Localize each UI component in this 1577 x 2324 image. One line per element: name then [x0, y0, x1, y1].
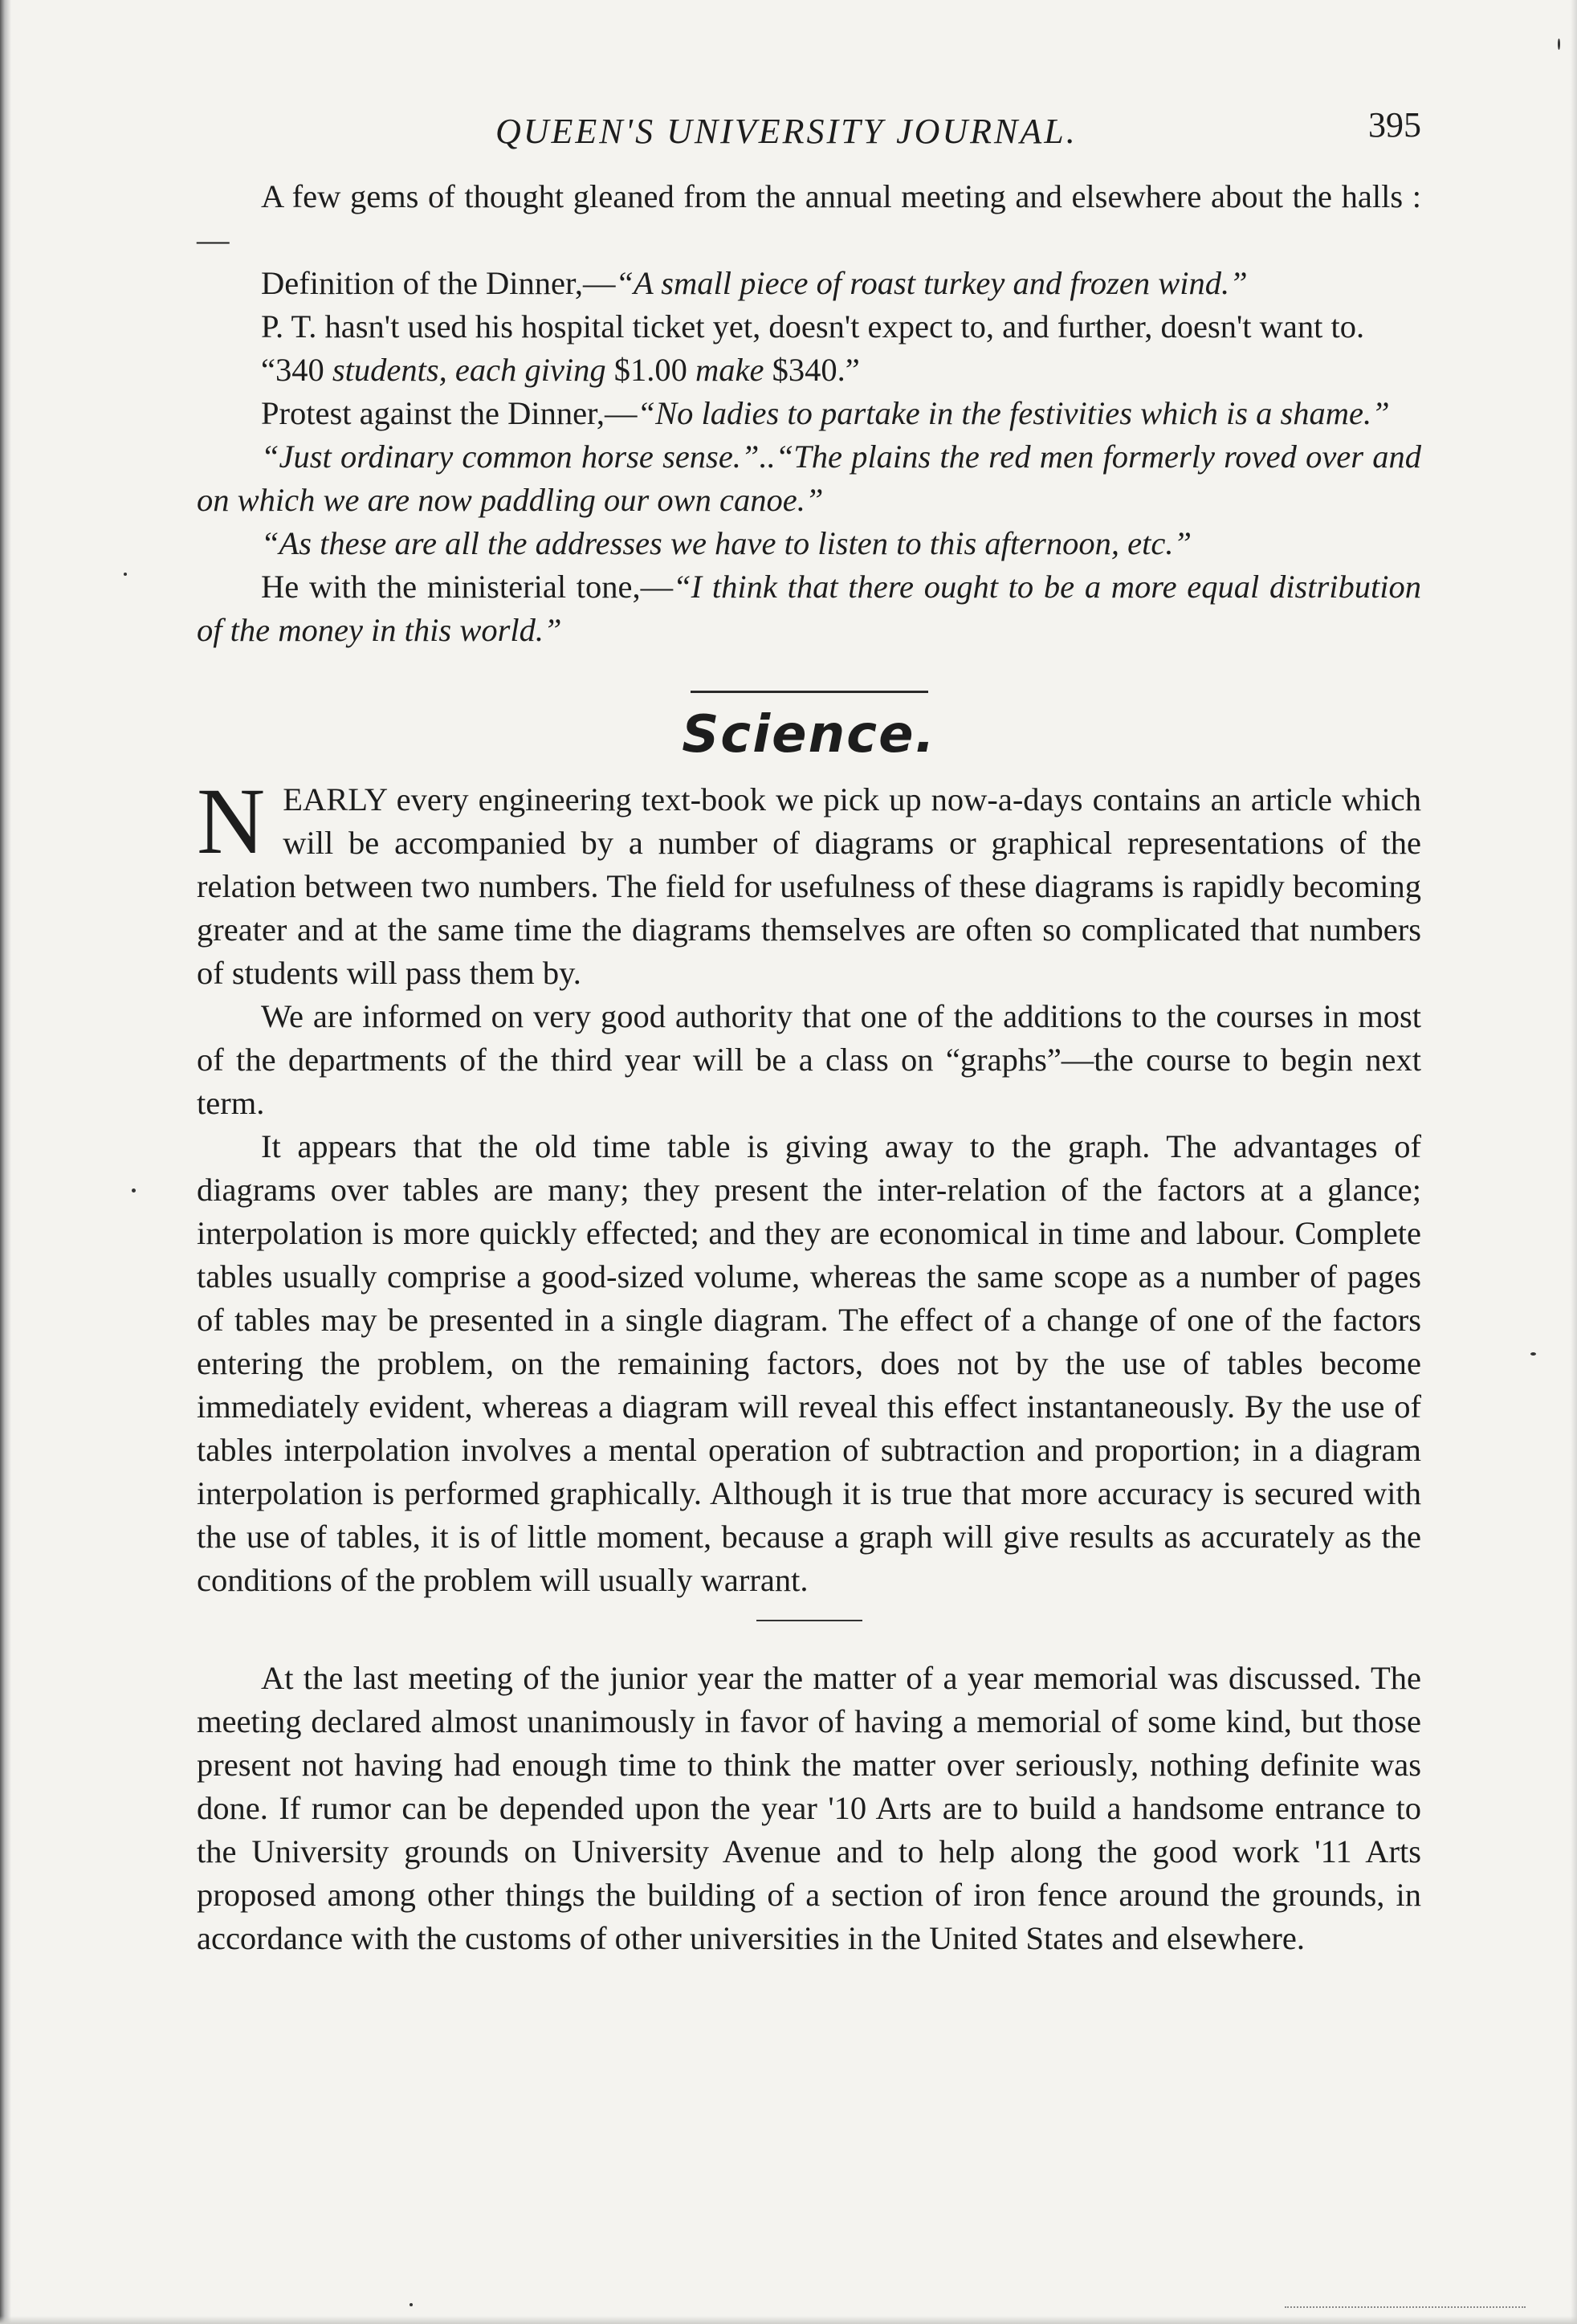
gem-text: $1.00 — [605, 352, 696, 388]
scan-bottom-mark — [1285, 2306, 1526, 2308]
gem-lead: Protest against the Dinner,— — [261, 395, 638, 431]
science-paragraph-4: At the last meeting of the junior year the matter of a year memorial was discussed. The meeting declared almost unanimously in favor of having a memorial of some kind, but those present not having had enough time to think the matter over seriously, nothing definite was done. If rumor can be depended upon the year '10 Arts are to build a handsome entrance to the University grounds on University Avenue and to help along the good work '11 Arts proposed among other things the building of a section of iron fence around the grounds, in accordance with the customs of other universities in the United States and elsewhere. — [197, 1660, 1421, 1956]
scan-speck — [410, 2303, 413, 2306]
gem-italic: make — [695, 352, 764, 388]
paragraph-text: EARLY every engineering text-book we pick up now-a-days contains an article which will be accompanied by a number of diagrams or graphical representations of the relation between two numbers. The field for usefulness of these diagrams is rapidly becoming greater and at the same time the diagrams themselves are often so complicated that numbers of students will pass them by. — [197, 781, 1421, 991]
section-title: Science. — [682, 705, 936, 764]
gem-quote: “A small piece of roast turkey and frozen wind.” — [615, 265, 1248, 301]
gem-text: “340 — [261, 352, 332, 388]
gem-item-horse-sense — [197, 435, 1421, 522]
paragraph-divider — [756, 1620, 862, 1621]
gem-item-hospital-ticket: P. T. hasn't used his hospital ticket yet, doesn't expect to, and further, doesn't want to. — [261, 308, 1365, 345]
gem-lead: He with the ministerial tone,— — [261, 569, 674, 605]
text-column — [197, 175, 1421, 1960]
section-divider — [691, 691, 928, 693]
scan-speck — [124, 573, 127, 576]
page-header — [197, 104, 1421, 161]
page-right-edge — [1571, 0, 1577, 2324]
gem-item-dinner-definition — [197, 262, 1421, 305]
drop-cap: N — [197, 769, 266, 874]
page-binding-edge — [0, 0, 11, 2324]
science-paragraph-1 — [197, 769, 1421, 995]
science-paragraph-2: We are informed on very good authority that one of the additions to the courses in most of the departments of the third year will be a class on “graphs”—the course to begin next term. — [197, 998, 1421, 1121]
scan-speck — [1558, 39, 1560, 50]
running-head: QUEEN'S UNIVERSITY JOURNAL. — [495, 112, 1078, 151]
gem-quote: “Just ordinary common horse sense.”..“The plains the red men formerly roved over and on which we are now paddling our own canoe.” — [197, 438, 1421, 518]
page-number: 395 — [1368, 105, 1421, 145]
gem-item-addresses — [197, 522, 1421, 565]
gem-item-ministerial — [197, 565, 1421, 652]
gem-item-students — [197, 349, 1421, 392]
gems-intro: A few gems of thought gleaned from the annual meeting and elsewhere about the halls :— — [197, 178, 1421, 258]
scan-speck — [1530, 1352, 1536, 1356]
science-paragraph-3: It appears that the old time table is giving away to the graph. The advantages of diagrams over tables are many; they present the inter-relation of the factors at a glance; interpolation is more quickly effected; and they are economical in time and labour. Complete tables usually comprise a good-sized volume, whereas the same scope as a number of pages of tables may be presented in a single diagram. The effect of a change of one of the factors entering the problem, on the remaining factors, does not by the use of tables become immediately evident, whereas a diagram will reveal this effect instantaneously. By the use of tables interpolation involves a mental operation of subtraction and proportion; in a diagram interpolation is performed graphically. Although it is true that more accuracy is secured with the use of tables, it is of little moment, because a graph will give results as accurately as the conditions of the problem will usually warrant. — [197, 1128, 1421, 1598]
page-bottom-edge — [0, 2316, 1577, 2324]
gem-quote: “I think that there ought to be a more equal distribution of the money in this world.” — [197, 569, 1421, 648]
gem-text: $340.” — [764, 352, 860, 388]
gem-item-protest — [197, 392, 1421, 435]
gem-quote: “No ladies to partake in the festivities which is a shame.” — [637, 395, 1390, 431]
scan-speck — [132, 1189, 136, 1193]
gem-italic: students, each giving — [332, 352, 606, 388]
gem-quote: “As these are all the addresses we have to listen to this afternoon, etc.” — [261, 525, 1192, 561]
gem-lead: Definition of the Dinner,— — [261, 265, 616, 301]
